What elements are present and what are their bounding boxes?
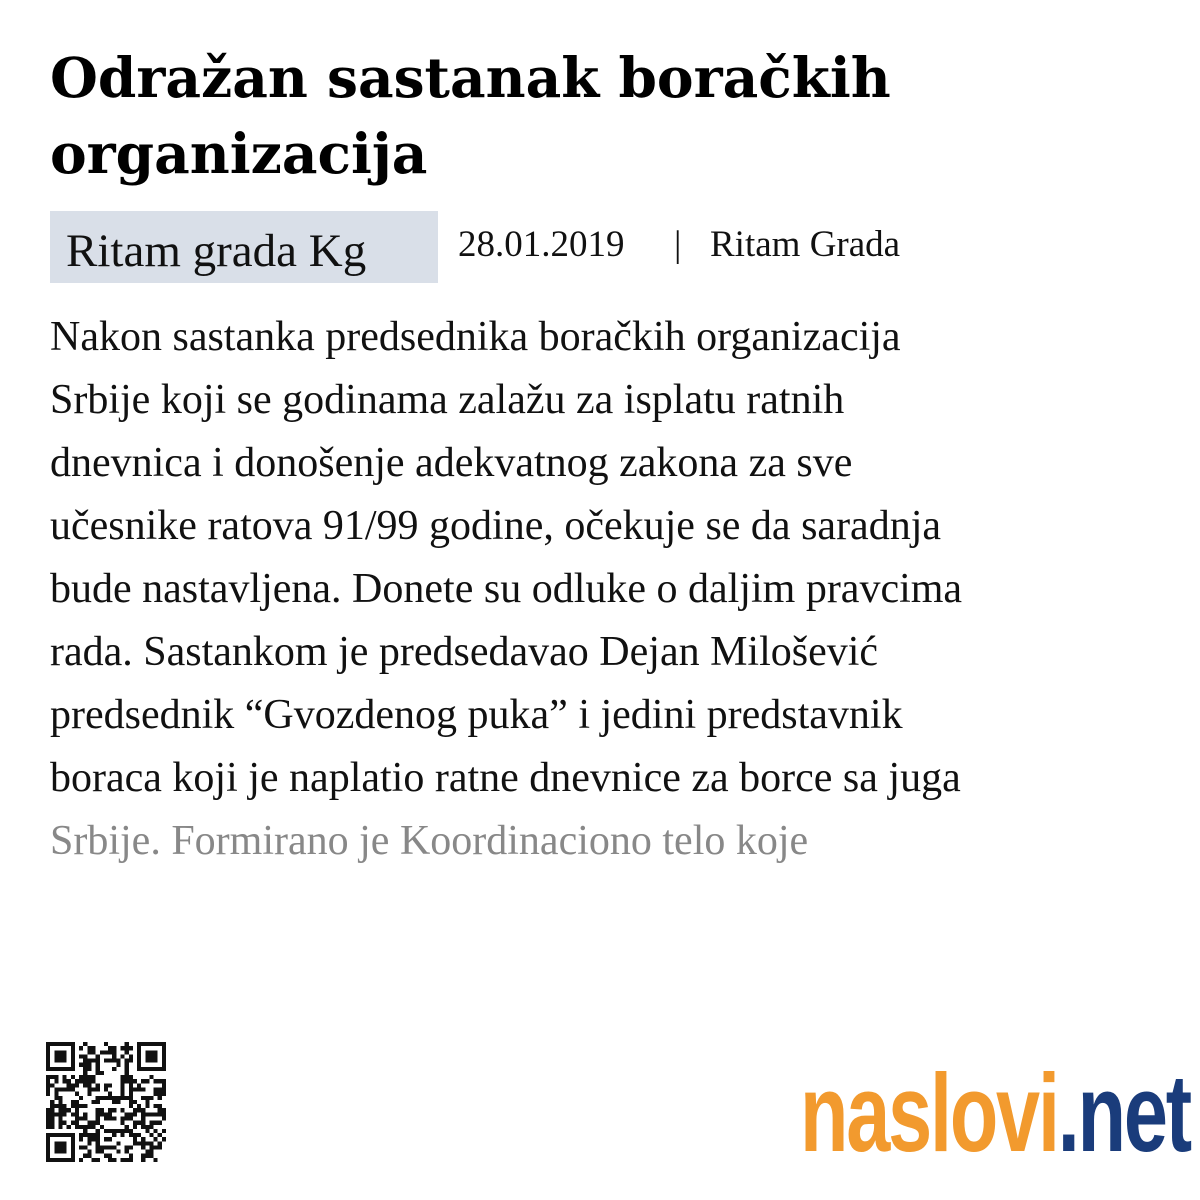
qr-code-icon [46,1040,166,1164]
site-logo[interactable] [800,1050,1190,1177]
article-meta [50,211,1160,283]
article-body-fade: Srbije. Formirano je Koordinaciono telo koje [50,818,809,864]
article-body: Nakon sastanka predsednika boračkih organizacija Srbije koji se godinama zalažu za isplatu ratnih dnevnica i donošenje adekvatnog zakona za sve učesnike ratova 91/99 godine, očekuje se da saradnja bude nastavljena. Donete su odluke o daljim pravcima rada. Sastankom je predsedavao Dejan Milošević predsednik “Gvozdenog puka” i jedini predstavnik boraca koji je naplatio ratne dnevnice za borce sa juga [50,314,963,801]
article-author: Ritam Grada [710,224,901,265]
logo-net: .net [1057,1052,1190,1175]
logo-naslovi: naslovi [800,1052,1058,1175]
article-title: Odražan sastanak boračkih organizacija [50,45,891,186]
meta-separator: | [674,224,682,265]
source-badge[interactable]: Ritam grada Kg [50,211,438,283]
article-date: 28.01.2019 [458,224,625,265]
